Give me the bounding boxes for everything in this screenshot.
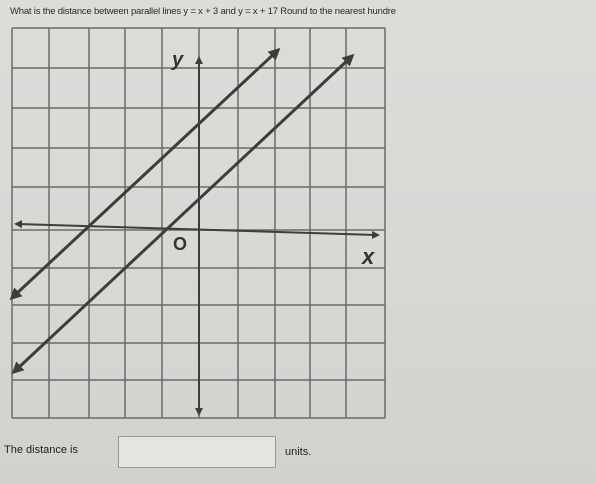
line-y-equals-x-plus-17	[14, 52, 276, 296]
origin-label: O	[173, 234, 188, 254]
answer-units-label: units.	[285, 446, 312, 458]
x-axis-label: x	[362, 244, 375, 269]
line-y-equals-x-plus-3	[16, 58, 350, 370]
question-text: What is the distance between parallel lines y = x + 3 and y = x + 17 Round to the nearest hundre	[10, 6, 396, 17]
answer-row	[4, 436, 404, 472]
answer-prefix: The distance is	[4, 444, 78, 456]
distance-answer-input[interactable]	[118, 436, 276, 468]
y-axis-label: y	[172, 49, 184, 71]
